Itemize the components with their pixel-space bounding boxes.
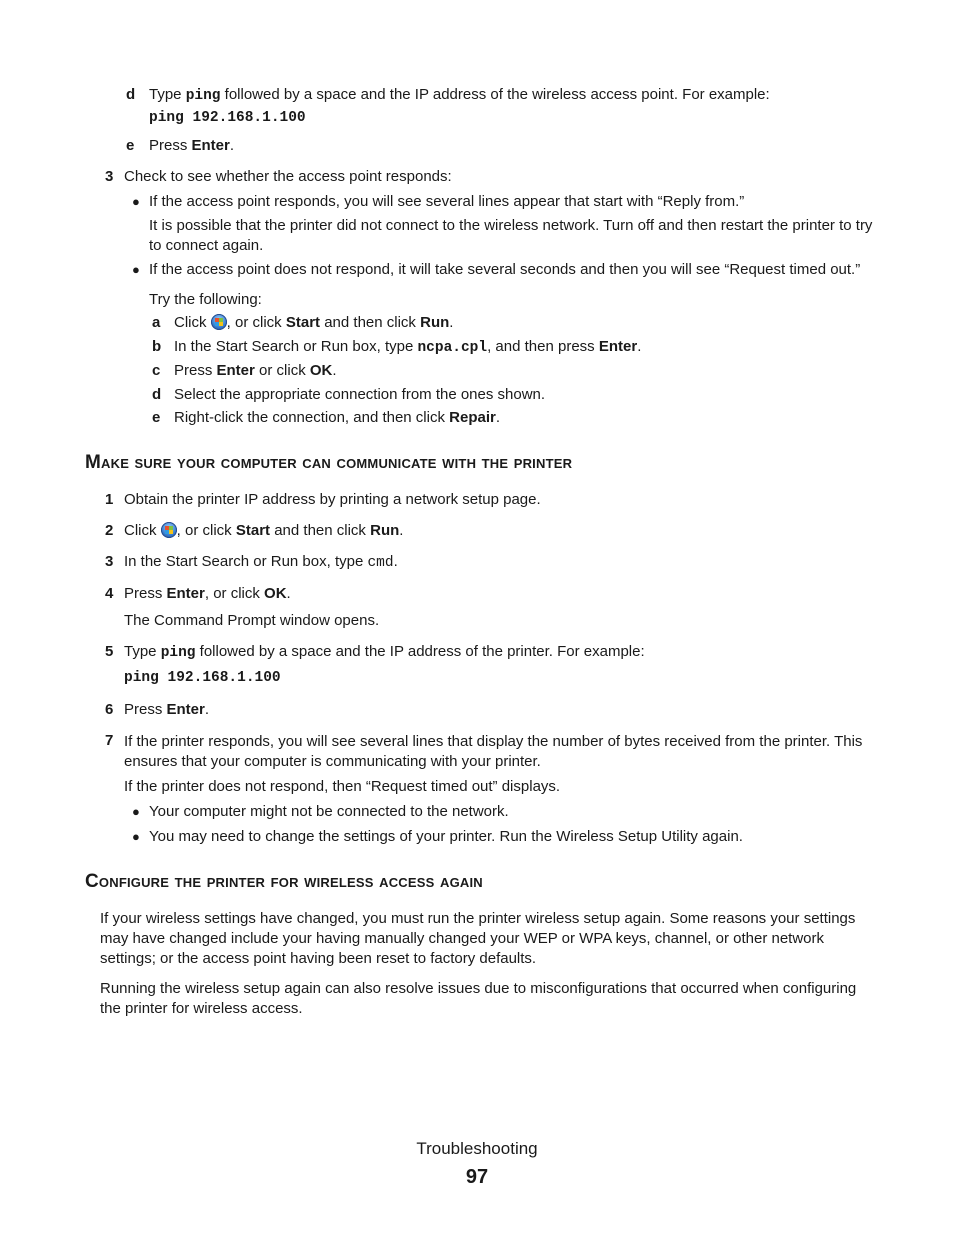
code-ping: ping [185,88,221,104]
step-number-3: 3 [105,168,114,185]
text: In the Start Search or Run box, type [174,338,418,355]
bold-start: Start [235,522,271,539]
step-number-3: 3 [105,553,114,570]
step-number-7: 7 [105,732,114,749]
text: In the Start Search or Run box, type [124,553,368,570]
substep-a-text [174,314,453,331]
bold-enter: Enter [598,338,638,355]
try-following: Try the following: [149,291,262,308]
bullet-text: If the access point does not respond, it will take several seconds and then you will see “Request timed out.” [149,261,861,278]
text: . [637,338,642,355]
substep-c-text [174,362,337,379]
text: . [393,553,398,570]
bold-start: Start [285,314,321,331]
paragraph: Running the wireless setup again can also resolve issues due to misconfigurations that occurred when configuring the printer for wireless access. [100,980,857,1017]
step-number-5: 5 [105,643,114,660]
bold-enter: Enter [216,362,255,379]
step-number-2: 2 [105,522,114,539]
text: , or click [204,585,265,602]
bold-enter: Enter [166,585,205,602]
text: Press [124,701,167,718]
step-4-note: The Command Prompt window opens. [124,612,380,629]
section-heading: Configure the printer for wireless access again [85,871,483,892]
step-1-text: Obtain the printer IP address by printing a network setup page. [124,491,541,508]
bullet-text: You may need to change the settings of your printer. Run the Wireless Setup Utility again. [149,828,743,845]
bullet-dot: ● [132,262,140,277]
bullet-paragraph: It is possible that the printer did not connect to the wireless network. Turn off and then restart the printer to try to connect again. [149,217,873,254]
bullet-text: Your computer might not be connected to the network. [149,803,509,820]
step-number-1: 1 [105,491,114,508]
bullet-dot: ● [132,194,140,209]
footer-section-title: Troubleshooting [416,1139,538,1158]
windows-start-orb-icon [161,522,177,538]
step-e-text [149,137,234,154]
substep-b-text [174,338,641,356]
code-cmd: cmd [367,555,394,571]
text: followed by a space and the IP address of the wireless access point. For example: [220,86,770,103]
step-7-text: If the printer responds, you will see several lines that display the number of bytes received from the printer. This ensures that your computer is communicating with your printer. [124,733,863,770]
text: and then click [270,522,371,539]
bold-run: Run [370,522,400,539]
text: . [286,585,291,602]
text: . [449,314,454,331]
substep-e-text [174,409,500,426]
text: Press [149,137,192,154]
bold-enter: Enter [166,701,205,718]
section-heading: Make sure your computer can communicate with the printer [85,452,573,473]
bold-run: Run [420,314,450,331]
code-example: ping 192.168.1.100 [149,110,306,126]
substep-label-a: a [152,314,161,331]
text: Right-click the connection, and then click [174,409,450,426]
text: . [204,701,210,718]
step-number-4: 4 [105,585,114,602]
code-ncpa: ncpa.cpl [417,340,488,356]
step-4-text [124,585,291,602]
text: Press [174,362,217,379]
step-label-d: d [126,86,136,103]
bold-ok: OK [309,362,333,379]
text: Click [174,314,211,331]
step-3-text: Check to see whether the access point responds: [124,168,452,185]
text: Press [124,585,167,602]
step-7-note: If the printer does not respond, then “Request timed out” displays. [124,778,561,795]
bullet-dot: ● [132,829,140,844]
text: Type [149,86,186,103]
text: . [229,137,235,154]
step-5-text [124,643,645,661]
bold-repair: Repair [449,409,496,426]
substep-label-e: e [152,409,161,426]
substep-label-c: c [152,362,161,379]
code-example: ping 192.168.1.100 [124,670,281,686]
step-number-6: 6 [105,701,114,718]
paragraph: If your wireless settings have changed, you must run the printer wireless setup again. Some reasons your settings may have changed include your having manually changed your WEP or WPA keys, channel, or other network settings; or the access point having been reset to factory defaults. [100,910,856,967]
text: . [332,362,337,379]
text: Click [124,522,161,539]
step-d-text [149,86,770,104]
code-ping: ping [160,645,196,661]
bullet-text: If the access point responds, you will see several lines appear that start with “Reply from.” [149,193,745,210]
substep-label-d: d [152,386,162,403]
substep-d-text: Select the appropriate connection from the ones shown. [174,386,546,403]
windows-start-orb-icon [211,314,227,330]
text: . [399,522,404,539]
text: , or click [176,522,236,539]
text: , and then press [487,338,599,355]
text: . [495,409,501,426]
text: followed by a space and the IP address of the printer. For example: [195,643,645,660]
bold-ok: OK [264,585,287,602]
page-number: 97 [465,1166,489,1188]
step-6-text [124,701,209,718]
substep-label-b: b [152,338,162,355]
bold-enter: Enter [191,137,230,154]
step-label-e: e [126,137,135,154]
text: and then click [320,314,421,331]
text: Type [124,643,161,660]
step-3-text [124,553,398,571]
text: or click [254,362,310,379]
step-2-text [124,522,403,539]
bullet-dot: ● [132,804,140,819]
text: , or click [226,314,286,331]
